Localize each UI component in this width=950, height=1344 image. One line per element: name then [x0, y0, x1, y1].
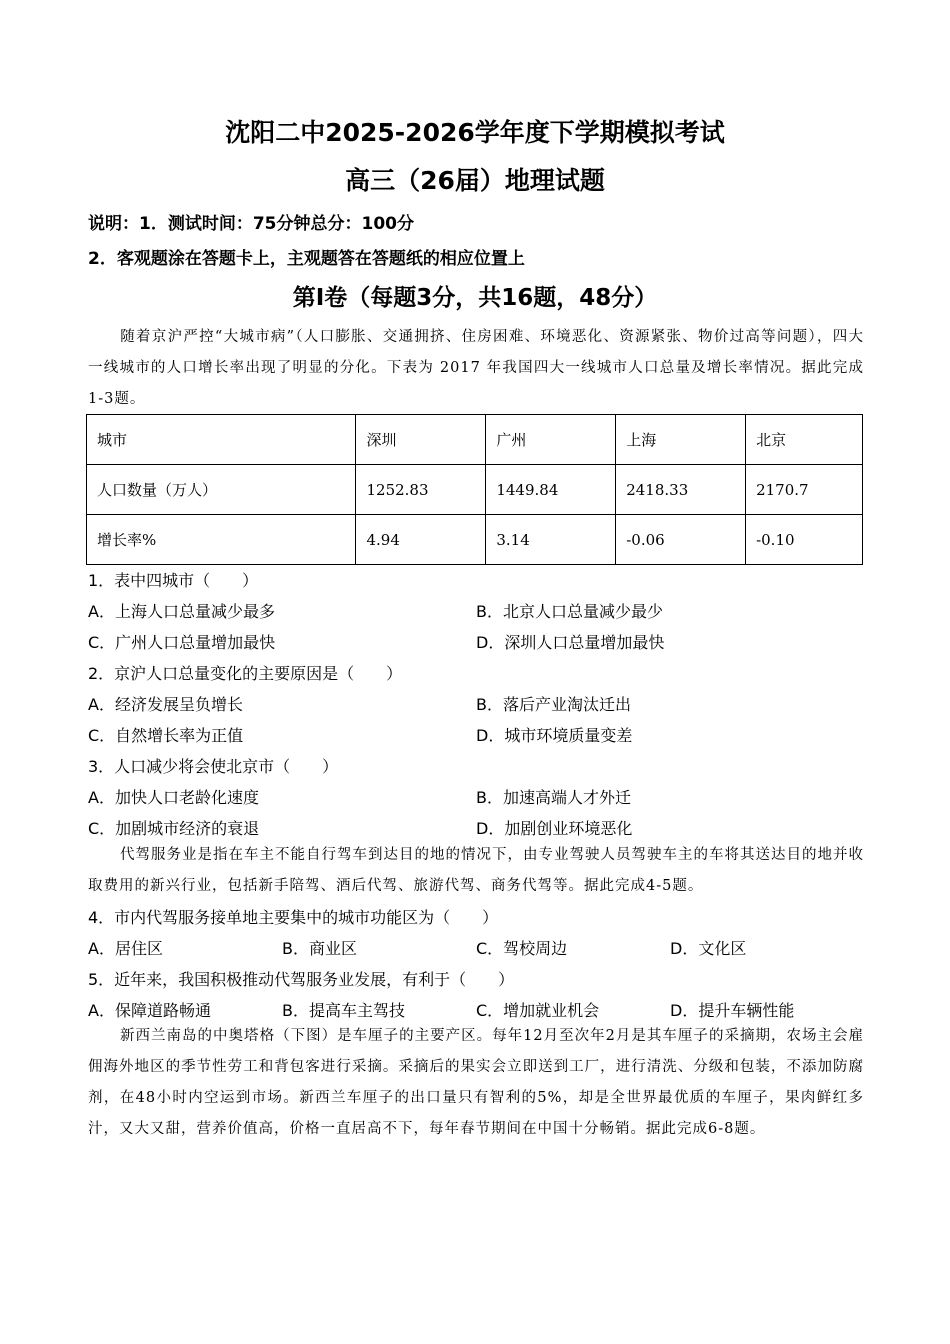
- question-5-option-d[interactable]: D．提升车辆性能: [670, 1001, 795, 1020]
- section-title: 第Ⅰ卷（每题3分，共16题，48分）: [292, 285, 658, 311]
- passage-3: [88, 1021, 864, 1145]
- table-cell: 1449.84: [486, 465, 616, 515]
- exam-subtitle: 高三（26届）地理试题: [345, 166, 605, 195]
- question-2-option-a[interactable]: A．经济发展呈负增长: [88, 695, 243, 714]
- question-4-option-d[interactable]: D．文化区: [670, 939, 747, 958]
- question-1-option-a[interactable]: A．上海人口总量减少最多: [88, 602, 275, 621]
- exam-note-1: 说明：1．测试时间：75分钟总分：100分: [88, 214, 414, 234]
- table-cell: 广州: [486, 415, 616, 465]
- table-cell: 4.94: [356, 515, 486, 565]
- exam-note-2: 2．客观题涂在答题卡上，主观题答在答题纸的相应位置上: [88, 249, 525, 269]
- question-4-stem: 4．市内代驾服务接单地主要集中的城市功能区为（ ）: [88, 908, 499, 927]
- table-cell: 增长率%: [87, 515, 356, 565]
- question-5-stem: 5．近年来，我国积极推动代驾服务业发展，有利于（ ）: [88, 970, 515, 989]
- question-2-option-c[interactable]: C．自然增长率为正值: [88, 726, 244, 745]
- table-row: [87, 515, 863, 565]
- table-row: [87, 465, 863, 515]
- table-cell: 1252.83: [356, 465, 486, 515]
- table-cell: 3.14: [486, 515, 616, 565]
- question-2-option-d[interactable]: D．城市环境质量变差: [476, 726, 633, 745]
- table-cell: 2170.7: [746, 465, 863, 515]
- table-header-row: [87, 415, 863, 465]
- question-1-option-b[interactable]: B．北京人口总量减少最少: [476, 602, 663, 621]
- table-cell: -0.06: [616, 515, 746, 565]
- question-1-option-d[interactable]: D．深圳人口总量增加最快: [476, 633, 665, 652]
- question-4-option-a[interactable]: A．居住区: [88, 939, 163, 958]
- question-4-option-b[interactable]: B．商业区: [282, 939, 357, 958]
- table-cell: 北京: [746, 415, 863, 465]
- question-5-option-b[interactable]: B．提高车主驾技: [282, 1001, 405, 1020]
- table-cell: 上海: [616, 415, 746, 465]
- table-cell: 2418.33: [616, 465, 746, 515]
- table-cell: -0.10: [746, 515, 863, 565]
- passage-2-text: 代驾服务业是指在车主不能自行驾车到达目的地的情况下，由专业驾驶人员驾驶车主的车将其送达目的地并收取费用的新兴行业，包括新手陪驾、酒后代驾、旅游代驾、商务代驾等。据此完成4-5题。: [88, 847, 864, 894]
- question-5-option-a[interactable]: A．保障道路畅通: [88, 1001, 211, 1020]
- question-3-option-d[interactable]: D．加剧创业环境恶化: [476, 819, 633, 838]
- question-4-option-c[interactable]: C．驾校周边: [476, 939, 568, 958]
- passage-1: [88, 322, 864, 415]
- question-2-stem: 2．京沪人口总量变化的主要原因是（ ）: [88, 664, 403, 683]
- passage-3-text: 新西兰南岛的中奥塔格（下图）是车厘子的主要产区。每年12月至次年2月是其车厘子的采摘期，农场主会雇佣海外地区的季节性劳工和背包客进行采摘。采摘后的果实会立即送到工厂，进行清洗、分级和包装，不添加防腐剂，在48小时内空运到市场。新西兰车厘子的出口量只有智利的5%，却是全世界最优质的车厘子，果肉鲜红多汁，又大又甜，营养价值高，价格一直居高不下，每年春节期间在中国十分畅销。据此完成6-8题。: [88, 1028, 864, 1137]
- table-cell: 深圳: [356, 415, 486, 465]
- question-3-option-a[interactable]: A．加快人口老龄化速度: [88, 788, 259, 807]
- passage-2: [88, 840, 864, 902]
- table-cell: 城市: [87, 415, 356, 465]
- question-3-stem: 3．人口减少将会使北京市（ ）: [88, 757, 339, 776]
- table-cell: 人口数量（万人）: [87, 465, 356, 515]
- question-3-option-b[interactable]: B．加速高端人才外迁: [476, 788, 631, 807]
- question-5-option-c[interactable]: C．增加就业机会: [476, 1001, 600, 1020]
- question-2-option-b[interactable]: B．落后产业淘汰迁出: [476, 695, 631, 714]
- passage-1-text: 随着京沪严控“大城市病”（人口膨胀、交通拥挤、住房困难、环境恶化、资源紧张、物价过高等问题），四大一线城市的人口增长率出现了明显的分化。下表为 2017 年我国四大一线城市人口总量及增长率情况。据此完成1-3题。: [88, 329, 864, 407]
- population-table: [86, 414, 863, 565]
- question-1-option-c[interactable]: C．广州人口总量增加最快: [88, 633, 276, 652]
- question-3-option-c[interactable]: C．加剧城市经济的衰退: [88, 819, 260, 838]
- question-1-stem: 1．表中四城市（ ）: [88, 571, 259, 590]
- exam-title: 沈阳二中2025-2026学年度下学期模拟考试: [225, 118, 725, 147]
